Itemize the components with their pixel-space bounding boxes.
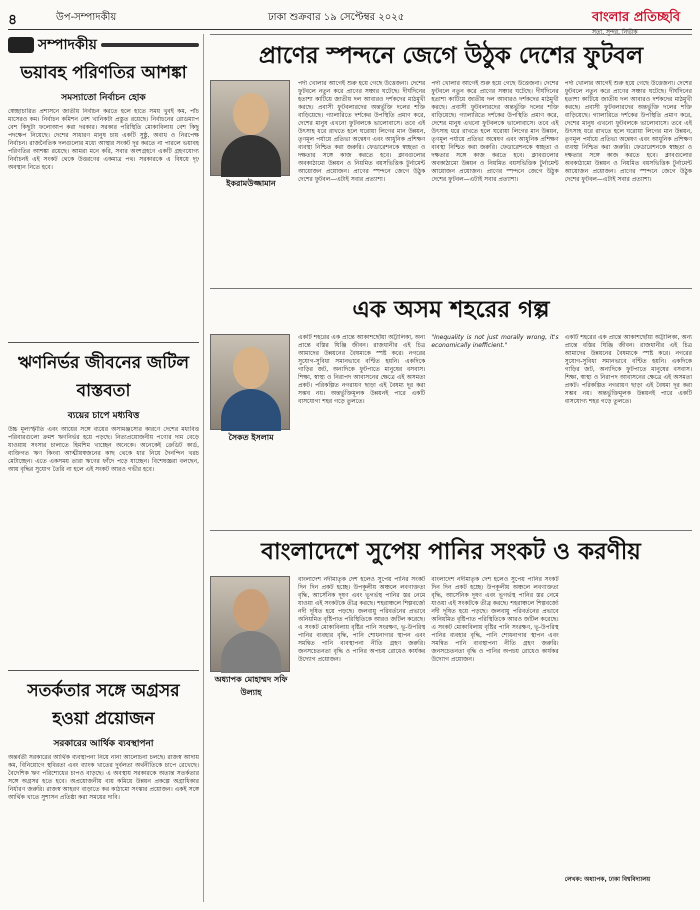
article-body-cont-2: পর্দা খোলার আগেই শুরু হয়ে গেছে উত্তেজনা। দেশের ফুটবলে নতুন করে প্রাণের সঞ্চার ঘটেছে। দীর্ঘদিনের হতাশা কাটিয়ে জাতীয় দল আবারও দর্শকদের মাঠমুখী করছে। প্রবাসী ফুটবলারদের অন্তর্ভুক্তি দলের শক্তি বাড়িয়েছে। গ্যালারিতে দর্শকের উপস্থিতি প্রমাণ করে, দেশের মানুষ এখনো ফুটবলকে ভালোবাসে। তবে এই উৎসাহ ধরে রাখতে হলে ঘরোয়া লিগের মান উন্নয়ন, তৃণমূল পর্যায়ে প্রতিভা অন্বেষণ এবং আধুনিক প্রশিক্ষণ ব্যবস্থা নিশ্চিত করা জরুরি। ফেডারেশনকে স্বচ্ছতা ও দক্ষতার সঙ্গে কাজ করতে হবে। ক্লাবগুলোর অবকাঠামো উন্নয়ন ও নিয়মিত বয়সভিত্তিক টুর্নামেন্ট আয়োজন প্রয়োজন। প্রাণের স্পন্দনে জেগে উঠুক দেশের ফুটবল—এটাই সবার প্রত্যাশা।: [564, 80, 692, 183]
pen-icon: [101, 43, 199, 47]
author-photo: [210, 576, 290, 672]
article-body: পর্দা খোলার আগেই শুরু হয়ে গেছে উত্তেজনা। দেশের ফুটবলে নতুন করে প্রাণের সঞ্চার ঘটেছে। দীর্ঘদিনের হতাশা কাটিয়ে জাতীয় দল আবারও দর্শকদের মাঠমুখী করছে। প্রবাসী ফুটবলারদের অন্তর্ভুক্তি দলের শক্তি বাড়িয়েছে। গ্যালারিতে দর্শকের উপস্থিতি প্রমাণ করে, দেশের মানুষ এখনো ফুটবলকে ভালোবাসে। তবে এই উৎসাহ ধরে রাখতে হলে ঘরোয়া লিগের মান উন্নয়ন, তৃণমূল পর্যায়ে প্রতিভা অন্বেষণ এবং আধুনিক প্রশিক্ষণ ব্যবস্থা নিশ্চিত করা জরুরি। ফেডারেশনকে স্বচ্ছতা ও দক্ষতার সঙ্গে কাজ করতে হবে। ক্লাবগুলোর অবকাঠামো উন্নয়ন ও নিয়মিত বয়সভিত্তিক টুর্নামেন্ট আয়োজন প্রয়োজন। প্রাণের স্পন্দনে জেগে উঠুক দেশের ফুটবল—এটাই সবার প্রত্যাশা।: [298, 80, 426, 183]
page-number: ৪: [8, 12, 18, 28]
article-body: উচ্চ মূল্যস্ফীতি এবং আয়ের সঙ্গে ব্যয়ের অসামঞ্জস্যের কারণে দেশের মধ্যবিত্ত পরিবারগুলো ক্রমশ ঋণনির্ভর হয়ে পড়ছে। নিত্যপ্রয়োজনীয় পণ্যের দাম বেড়ে যাওয়ায় সংসার চালাতে হিমশিম খাচ্ছেন অনেকে। অনেকেই ক্রেডিট কার্ড, ব্যক্তিগত ঋণ কিংবা আত্মীয়স্বজনের কাছ থেকে ধার নিয়ে দৈনন্দিন খরচ মেটাচ্ছেন। এতে একসময় তারা ঋণের ফাঁদে পড়ে যাচ্ছেন। বিশেষজ্ঞরা বলছেন, আয় বৃদ্ধির সুযোগ তৈরি না হলে এই সংকট আরও গভীর হবে।: [8, 426, 199, 473]
editorial-article-2: [8, 342, 199, 666]
author-name: সৈকত ইসলাম: [228, 433, 274, 442]
section-name: উপ-সম্পাদকীয়: [56, 12, 117, 23]
article-subtitle: সরকারের আর্থিক ব্যবস্থাপনা: [53, 739, 154, 749]
author-name: অধ্যাপক মোহাম্মদ সফি উল্যাহ: [214, 675, 288, 697]
editorial-column: [8, 34, 204, 902]
article-headline: বাংলাদেশে সুপেয় পানির সংকট ও করণীয়: [210, 530, 692, 572]
author-photo: [210, 80, 290, 176]
editorial-article-3: [8, 670, 199, 910]
article-headline: এক অসম শহরের গল্প: [210, 288, 692, 330]
main-article-3: [210, 530, 692, 902]
main-article-2: [210, 288, 692, 526]
article-title: ঋণনির্ভর জীবনের জটিল বাস্তবতা: [17, 353, 190, 401]
article-body-cont-2: [565, 576, 692, 896]
article-body-cont: পর্দা খোলার আগেই শুরু হয়ে গেছে উত্তেজনা। দেশের ফুটবলে নতুন করে প্রাণের সঞ্চার ঘটেছে। দীর্ঘদিনের হতাশা কাটিয়ে জাতীয় দল আবারও দর্শকদের মাঠমুখী করছে। প্রবাসী ফুটবলারদের অন্তর্ভুক্তি দলের শক্তি বাড়িয়েছে। গ্যালারিতে দর্শকের উপস্থিতি প্রমাণ করে, দেশের মানুষ এখনো ফুটবলকে ভালোবাসে। তবে এই উৎসাহ ধরে রাখতে হলে ঘরোয়া লিগের মান উন্নয়ন, তৃণমূল পর্যায়ে প্রতিভা অন্বেষণ এবং আধুনিক প্রশিক্ষণ ব্যবস্থা নিশ্চিত করা জরুরি। ফেডারেশনকে স্বচ্ছতা ও দক্ষতার সঙ্গে কাজ করতে হবে। ক্লাবগুলোর অবকাঠামো উন্নয়ন ও নিয়মিত বয়সভিত্তিক টুর্নামেন্ট আয়োজন প্রয়োজন। প্রাণের স্পন্দনে জেগে উঠুক দেশের ফুটবল—এটাই সবার প্রত্যাশা।: [431, 80, 559, 183]
article-body: অন্তর্বর্তী সরকারের আর্থিক ব্যবস্থাপনা নিয়ে নানা আলোচনা চলছে। রাজস্ব আদায় কম, বিনিয়োগে স্থবিরতা এবং ব্যাংক খাতের দুর্বলতা অর্থনীতিকে চাপে রেখেছে। বৈদেশিক ঋণ পরিশোধের চাপও বাড়ছে। এ অবস্থায় সরকারকে অত্যন্ত সতর্কতার সঙ্গে অগ্রসর হতে হবে। অপ্রয়োজনীয় ব্যয় কমিয়ে উন্নয়ন প্রকল্পে অগ্রাধিকার নির্ধারণ জরুরি। রাজস্ব আহরণ বাড়াতে কর কাঠামো সংস্কার প্রয়োজন। একই সঙ্গে আর্থিক খাতে সুশাসন প্রতিষ্ঠা করা সময়ের দাবি।: [8, 754, 199, 801]
author-photo: [210, 334, 290, 430]
article-title: সতর্কতার সঙ্গে অগ্রসর হওয়া প্রয়োজন: [27, 681, 180, 729]
article-subtitle: ব্যয়ের চাপে মধ্যবিত্ত: [67, 411, 140, 421]
article-body-cont: বাংলাদেশ নদীমাতৃক দেশ হলেও সুপেয় পানির সংকট দিন দিন প্রকট হচ্ছে। উপকূলীয় অঞ্চলে লবণাক্ততা বৃদ্ধি, আর্সেনিক দূষণ এবং ভূগর্ভস্থ পানির স্তর নেমে যাওয়া এই সংকটকে তীব্র করছে। শহরাঞ্চলে শিল্পবর্জ্যে নদী দূষিত হয়ে পড়ছে। জলবায়ু পরিবর্তনের প্রভাবে অনিয়মিত বৃষ্টিপাত পরিস্থিতিকে আরও জটিল করেছে। এ সংকট মোকাবিলায় বৃষ্টির পানি সংরক্ষণ, ভূ-উপরিস্থ পানির ব্যবহার বৃদ্ধি, পানি শোধনাগার স্থাপন এবং সমন্বিত পানি ব্যবস্থাপনা নীতি গ্রহণ জরুরি। জনসচেতনতা বৃদ্ধি ও পানির অপচয় রোধেও কার্যকর উদ্যোগ প্রয়োজন।: [431, 576, 559, 663]
article-body: বাংলাদেশ নদীমাতৃক দেশ হলেও সুপেয় পানির সংকট দিন দিন প্রকট হচ্ছে। উপকূলীয় অঞ্চলে লবণাক্ততা বৃদ্ধি, আর্সেনিক দূষণ এবং ভূগর্ভস্থ পানির স্তর নেমে যাওয়া এই সংকটকে তীব্র করছে। শহরাঞ্চলে শিল্পবর্জ্যে নদী দূষিত হয়ে পড়ছে। জলবায়ু পরিবর্তনের প্রভাবে অনিয়মিত বৃষ্টিপাত পরিস্থিতিকে আরও জটিল করেছে। এ সংকট মোকাবিলায় বৃষ্টির পানি সংরক্ষণ, ভূ-উপরিস্থ পানির ব্যবহার বৃদ্ধি, পানি শোধনাগার স্থাপন এবং সমন্বিত পানি ব্যবস্থাপনা নীতি গ্রহণ জরুরি। জনসচেতনতা বৃদ্ধি ও পানির অপচয় রোধেও কার্যকর উদ্যোগ প্রয়োজন।: [298, 576, 426, 663]
article-title: ভয়াবহ পরিণতির আশঙ্কা: [20, 63, 187, 83]
logo-tagline: সত্য, সুন্দর, নির্ভীক: [592, 29, 638, 36]
article-headline: প্রাণের স্পন্দনে জেগে উঠুক দেশের ফুটবল: [210, 34, 692, 76]
author-name: ইকরামউজ্জামান: [226, 179, 276, 188]
article-subtitle: সমস্যাতো নির্বাচন হোক: [61, 93, 146, 103]
editorial-banner-title: সম্পাদকীয়: [38, 37, 97, 53]
main-article-1: [210, 34, 692, 284]
inkpot-icon: [8, 37, 34, 53]
article-body-cont: [431, 334, 558, 530]
editorial-banner: [8, 34, 199, 56]
article-body: একটি শহরের এক প্রান্তে আকাশছোঁয়া অট্টালিকা, অন্য প্রান্তে বস্তির ঘিঞ্জি জীবন। রাজধানীর এই চিত্র আমাদের উন্নয়নের বৈষম্যকে স্পষ্ট করে। নগরের সুযোগ-সুবিধা সমানভাবে বণ্টিত হয়নি। একদিকে গাড়ির জট, অন্যদিকে ফুটপাতে মানুষের বসবাস। শিক্ষা, স্বাস্থ্য ও নিরাপদ আবাসনের ক্ষেত্রে এই অসমতা প্রকট। পরিকল্পিত নগরায়ণ ছাড়া এই বৈষম্য দূর করা সম্ভব নয়। অন্তর্ভুক্তিমূলক উন্নয়নই পারে একটি বাসযোগ্য শহর গড়ে তুলতে।: [298, 334, 426, 405]
dateline: ঢাকা শুক্রবার ১৯ সেপ্টেম্বর ২০২৫: [268, 12, 405, 23]
editorial-article-1: [8, 60, 199, 338]
masthead-logo: [592, 6, 692, 36]
article-body-cont-2: একটি শহরের এক প্রান্তে আকাশছোঁয়া অট্টালিকা, অন্য প্রান্তে বস্তির ঘিঞ্জি জীবন। রাজধানীর এই চিত্র আমাদের উন্নয়নের বৈষম্যকে স্পষ্ট করে। নগরের সুযোগ-সুবিধা সমানভাবে বণ্টিত হয়নি। একদিকে গাড়ির জট, অন্যদিকে ফুটপাতে মানুষের বসবাস। শিক্ষা, স্বাস্থ্য ও নিরাপদ আবাসনের ক্ষেত্রে এই অসমতা প্রকট। পরিকল্পিত নগরায়ণ ছাড়া এই বৈষম্য দূর করা সম্ভব নয়। অন্তর্ভুক্তিমূলক উন্নয়নই পারে একটি বাসযোগ্য শহর গড়ে তুলতে।: [564, 334, 692, 405]
author-footer: লেখক: অধ্যাপক, ঢাকা বিশ্ববিদ্যালয়: [564, 876, 651, 883]
english-quote: "Inequality is not just morally wrong, it's economically inefficient.": [431, 334, 559, 349]
page-header: [8, 6, 692, 36]
article-body: স্বেচ্ছাচারিত প্রশাসনে জাতীয় নির্বাচন করতে হলে হাতে সময় খুবই কম, পাঁচ মাসেরও কম। নির্বাচন কমিশন বেশ খানিকটা প্রস্তুত রয়েছে। নির্বাচনের রোডম্যাপ বেশ কিছুটা ফলোআপ করা দরকার। সরকার পরিস্থিতি মোকাবিলায় বেশ কিছু পদক্ষেপ নিয়েছে। দেশের সাধারণ মানুষ চায় একটি সুষ্ঠু, অবাধ ও নিরপেক্ষ নির্বাচন। রাজনৈতিক দলগুলোর মধ্যে আস্থার সংকট দূর করতে না পারলে ভয়াবহ পরিণতির আশঙ্কা রয়েছে। আমরা মনে করি, সবার অংশগ্রহণে একটি গ্রহণযোগ্য নির্বাচনই এই সংকট থেকে উত্তরণের একমাত্র পথ। সরকারকে এ বিষয়ে দৃঢ় অবস্থান নিতে হবে।: [8, 108, 199, 171]
logo-text: বাংলার প্রতিচ্ছবি: [592, 10, 681, 25]
